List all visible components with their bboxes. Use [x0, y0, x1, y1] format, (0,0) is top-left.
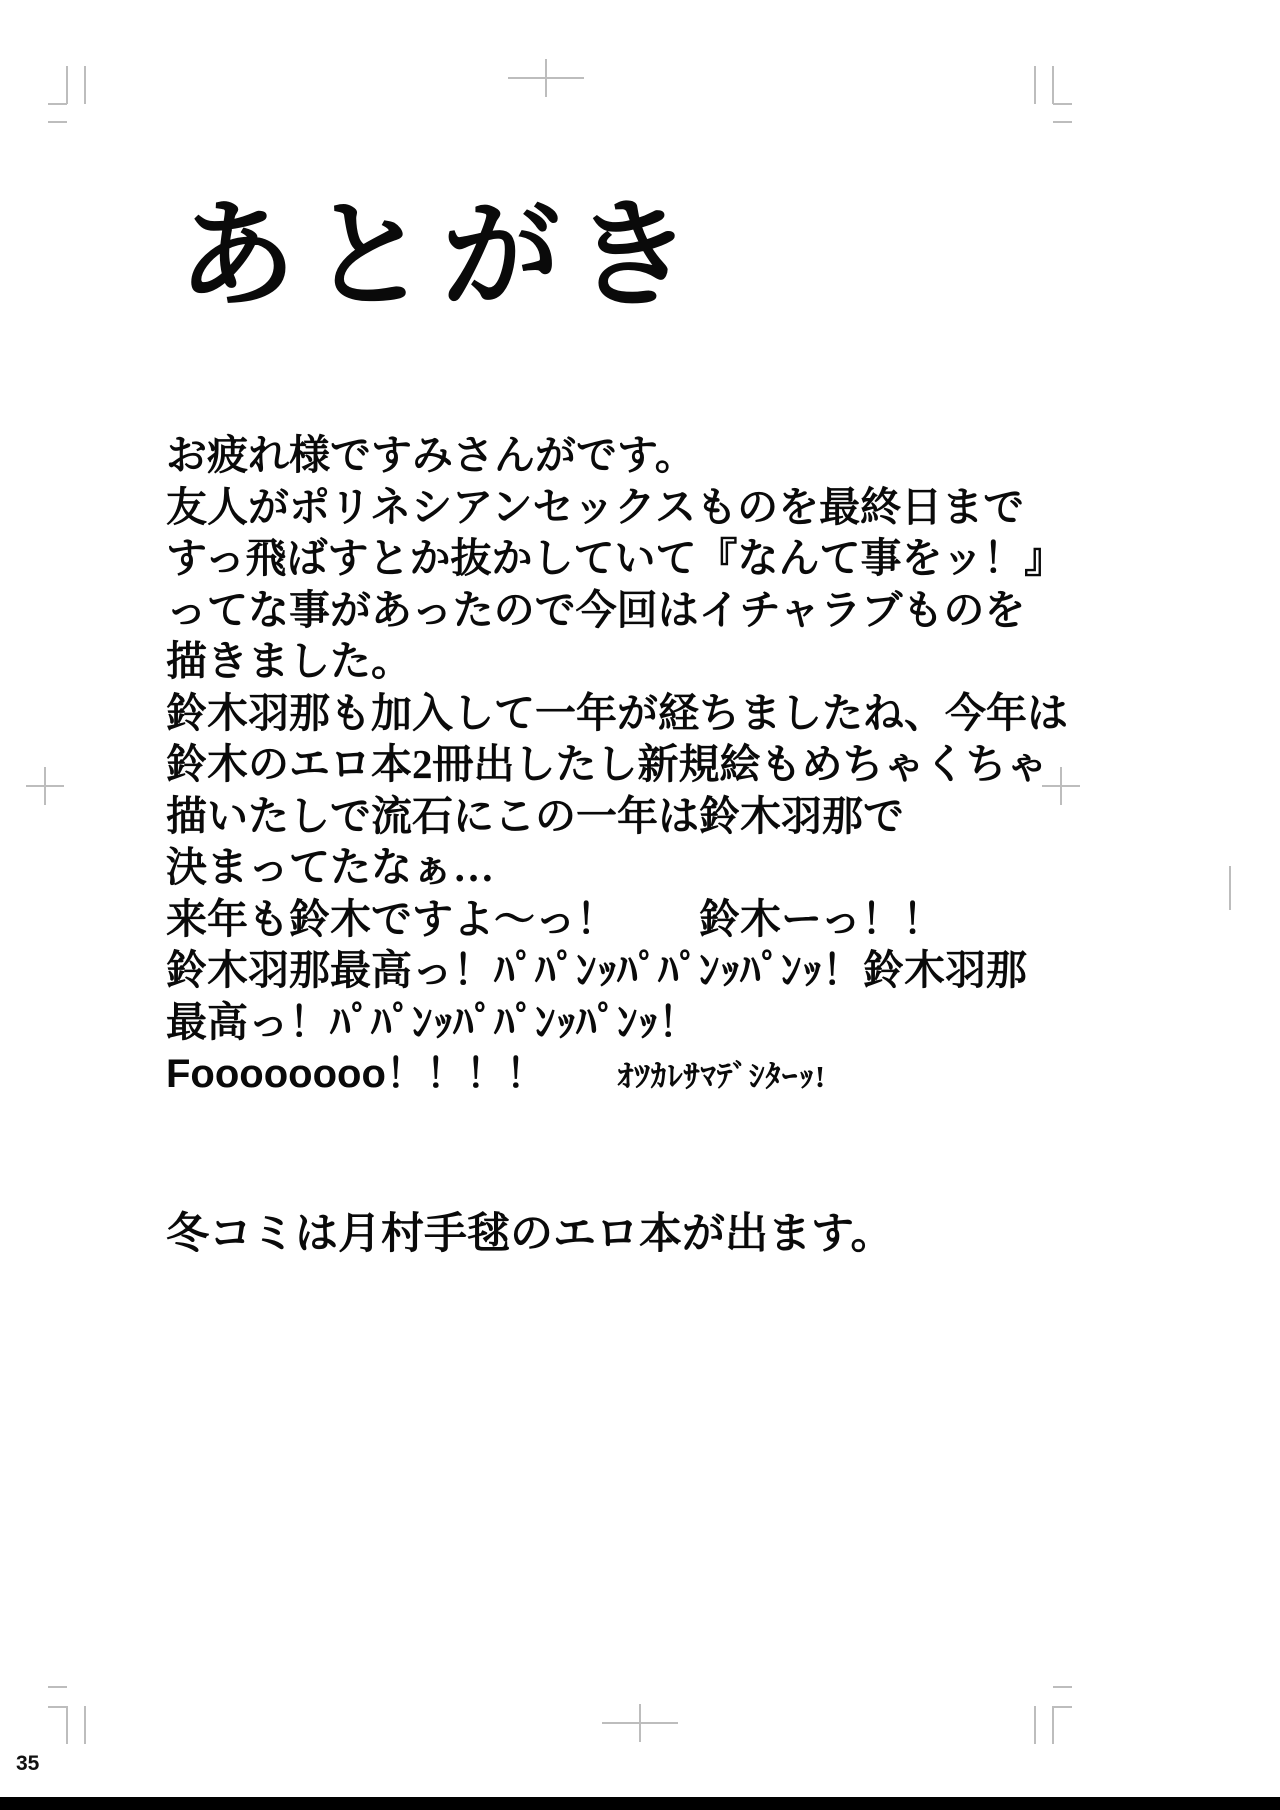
- afterword-line: 決まってたなぁ…: [166, 844, 494, 890]
- afterword-line: 描いたしで流石にこの一年は鈴木羽那で: [166, 792, 904, 839]
- crop-mark-segment: [44, 767, 46, 805]
- crop-mark-segment: [1053, 1706, 1072, 1708]
- crop-mark-segment: [1053, 103, 1072, 105]
- crop-mark-segment: [48, 1706, 67, 1708]
- crop-mark-segment: [66, 66, 68, 104]
- afterword-line: 鈴木羽那最高っ！ﾊﾟﾊﾟﾝｯﾊﾟﾊﾟﾝｯﾊﾟﾝｯ！鈴木羽那: [166, 947, 1027, 993]
- crop-mark-segment: [1053, 1686, 1072, 1688]
- crop-mark-segment: [84, 1706, 86, 1744]
- page-title: あとがき: [178, 191, 707, 322]
- crop-mark-segment: [545, 59, 547, 97]
- afterword-line: 鈴木羽那も加入して一年が経ちましたね、今年は: [166, 689, 1068, 736]
- page-number: 35: [16, 1752, 40, 1775]
- crop-mark-segment: [84, 66, 86, 104]
- cheer-suffix: ｵﾂｶﾚｻﾏﾃﾞｼﾀｰｯ!: [617, 1059, 827, 1094]
- crop-mark-segment: [66, 1706, 68, 1744]
- cheer-text: Foooooooo！！！！: [166, 1052, 546, 1096]
- crop-mark-segment: [1229, 866, 1231, 910]
- afterword-line: 友人がポリネシアンセックスものを最終日まで: [166, 483, 1025, 530]
- crop-mark-segment: [1053, 121, 1072, 123]
- afterword-line: すっ飛ばすとか抜かしていて『なんて事をッ！』: [166, 535, 1066, 581]
- announcement-line: 冬コミは月村手毬のエロ本が出ます。: [166, 1211, 894, 1258]
- afterword-line: 来年も鈴木ですよ〜っ！ 鈴木ーっ！！: [166, 895, 944, 942]
- crop-mark-segment: [1052, 1706, 1054, 1744]
- cheer-line: [166, 1048, 1066, 1103]
- crop-mark-segment: [1052, 66, 1054, 104]
- afterword-line: 鈴木のエロ本2冊出したし新規絵もめちゃくちゃ: [166, 741, 1048, 787]
- scan-bottom-edge: [0, 1797, 1280, 1810]
- afterword-line: 描きました。: [166, 638, 412, 684]
- crop-mark-segment: [1034, 1706, 1036, 1744]
- crop-mark-segment: [1034, 66, 1036, 104]
- afterword-line: 最高っ！ﾊﾟﾊﾟﾝｯﾊﾟﾊﾟﾝｯﾊﾟﾝｯ！: [166, 998, 699, 1045]
- crop-mark-segment: [48, 103, 67, 105]
- afterword-body: [166, 430, 1066, 1103]
- crop-mark-segment: [639, 1704, 641, 1742]
- afterword-line: お疲れ様ですみさんがです。: [166, 432, 696, 478]
- afterword-line: ってな事があったので今回はイチャラブものを: [166, 586, 1026, 633]
- crop-mark-segment: [48, 1686, 67, 1688]
- crop-mark-segment: [48, 121, 67, 123]
